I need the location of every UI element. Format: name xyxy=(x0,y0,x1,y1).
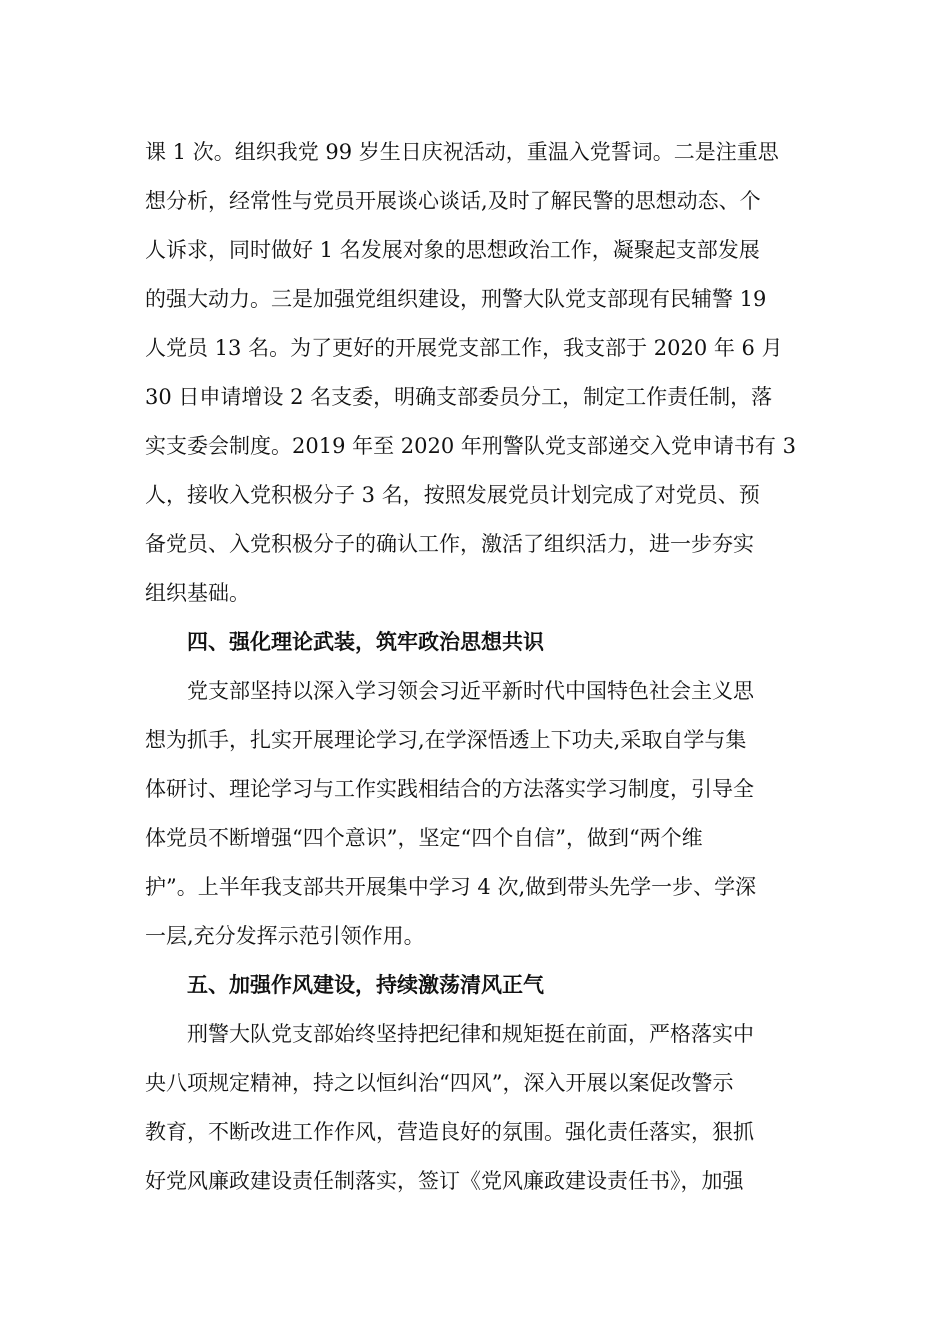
text-line: 备党员、入党积极分子的确认工作，激活了组织活力，进一步夯实 xyxy=(145,532,754,556)
document-body xyxy=(145,0,805,1344)
text-line: 30 日申请增设 2 名支委，明确支部委员分工，制定工作责任制，落 xyxy=(145,385,773,409)
text-line: 人，接收入党积极分子 3 名，按照发展党员计划完成了对党员、预 xyxy=(145,483,760,507)
text-line: 体研讨、理论学习与工作实践相结合的方法落实学习制度，引导全 xyxy=(145,777,754,801)
text-line: 人诉求，同时做好 1 名发展对象的思想政治工作，凝聚起支部发展 xyxy=(145,238,760,262)
text-line: 一层,充分发挥示范引领作用。 xyxy=(145,924,425,948)
text-line: 想分析，经常性与党员开展谈心谈话,及时了解民警的思想动态、个 xyxy=(145,189,761,213)
section-heading-4: 四、强化理论武装，筑牢政治思想共识 xyxy=(187,630,544,654)
text-line: 护”。上半年我支部共开展集中学习 4 次,做到带头先学一步、学深 xyxy=(145,875,757,899)
text-line: 体党员不断增强“四个意识”，坚定“四个自信”，做到“两个维 xyxy=(145,826,703,850)
text-line: 人党员 13 名。为了更好的开展党支部工作，我支部于 2020 年 6 月 xyxy=(145,336,783,360)
text-line: 组织基础。 xyxy=(145,581,250,605)
text-line: 课 1 次。组织我党 99 岁生日庆祝活动，重温入党誓词。二是注重思 xyxy=(145,140,779,164)
text-line: 想为抓手，扎实开展理论学习,在学深悟透上下功夫,采取自学与集 xyxy=(145,728,747,752)
paragraph-first-line: 党支部坚持以深入学习领会习近平新时代中国特色社会主义思 xyxy=(187,679,754,703)
section-heading-5: 五、加强作风建设，持续激荡清风正气 xyxy=(187,973,544,997)
text-line: 实支委会制度。2019 年至 2020 年刑警队党支部递交入党申请书有 3 xyxy=(145,434,796,458)
text-line: 教育，不断改进工作作风，营造良好的氛围。强化责任落实，狠抓 xyxy=(145,1120,754,1144)
text-line: 央八项规定精神，持之以恒纠治“四风”，深入开展以案促改警示 xyxy=(145,1071,734,1095)
paragraph-first-line: 刑警大队党支部始终坚持把纪律和规矩挺在前面，严格落实中 xyxy=(187,1022,754,1046)
text-line: 的强大动力。三是加强党组织建设，刑警大队党支部现有民辅警 19 xyxy=(145,287,767,311)
text-line: 好党风廉政建设责任制落实，签订《党风廉政建设责任书》，加强 xyxy=(145,1169,744,1193)
